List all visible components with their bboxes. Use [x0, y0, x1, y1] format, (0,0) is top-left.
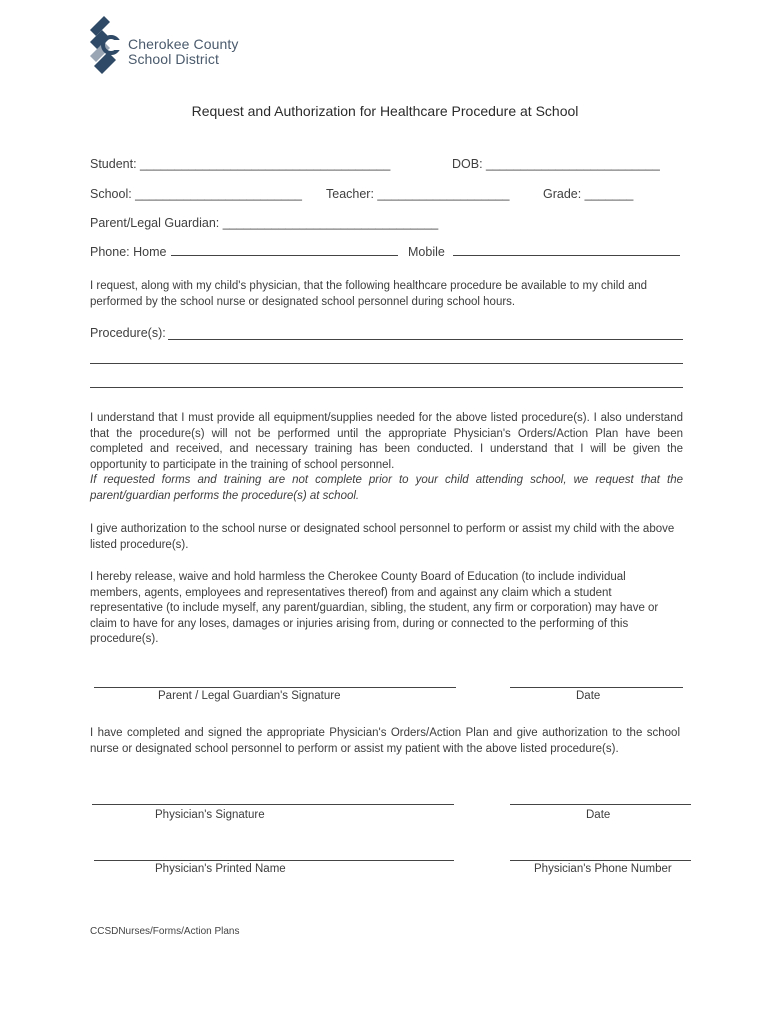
procedures-input-line-2[interactable]	[90, 363, 683, 364]
dob-field[interactable]: DOB: _________________________	[452, 157, 660, 171]
physician-signature-label: Physician's Signature	[155, 809, 265, 821]
italic-note: If requested forms and training are not complete prior to your child attending school, we request that the parent/guardian performs the procedure(s) at school.	[90, 474, 683, 502]
physician-paragraph: I have completed and signed the appropriate Physician's Orders/Action Plan and give authorization to the school nurse or designated school personnel to perform or assist my patient with the above listed procedure(s).	[90, 727, 680, 755]
procedures-input-line-1[interactable]	[168, 339, 683, 340]
phone-mobile-label: Mobile	[408, 245, 445, 259]
physician-printed-name-line[interactable]	[94, 860, 454, 861]
guardian-date-line[interactable]	[510, 687, 683, 688]
district-logo	[88, 16, 248, 76]
grade-field[interactable]: Grade: _______	[543, 187, 634, 201]
physician-printed-name-label: Physician's Printed Name	[155, 863, 286, 875]
phone-home-input[interactable]	[171, 255, 398, 256]
guardian-signature-line[interactable]	[94, 687, 456, 688]
logo-org-line1: Cherokee County	[128, 36, 239, 52]
phone-home-label: Phone: Home	[90, 245, 167, 259]
physician-date-label: Date	[586, 809, 611, 821]
guardian-signature-label: Parent / Legal Guardian's Signature	[158, 690, 341, 702]
logo-org-line2: School District	[128, 51, 219, 67]
procedures-label: Procedure(s):	[90, 326, 166, 340]
physician-signature-line[interactable]	[92, 804, 454, 805]
phone-mobile-input[interactable]	[453, 255, 680, 256]
authorization-paragraph: I give authorization to the school nurse or designated school personnel to perform or assist my child with the above listed procedure(s).	[90, 523, 675, 551]
teacher-field[interactable]: Teacher: ___________________	[326, 187, 510, 201]
student-field[interactable]: Student: ____________________________________	[90, 157, 391, 171]
guardian-date-label: Date	[576, 690, 601, 702]
page-title: Request and Authorization for Healthcare Procedure at School	[191, 103, 579, 119]
footer-path: CCSDNurses/Forms/Action Plans	[90, 926, 240, 937]
physician-date-line[interactable]	[510, 804, 691, 805]
procedures-input-line-3[interactable]	[90, 387, 683, 388]
guardian-field[interactable]: Parent/Legal Guardian: _______________________________	[90, 216, 439, 230]
school-field[interactable]: School: ________________________	[90, 187, 303, 201]
physician-phone-line[interactable]	[510, 860, 691, 861]
physician-phone-label: Physician's Phone Number	[534, 863, 672, 875]
request-paragraph: I request, along with my child's physician, that the following healthcare procedure be available to my child and performed by the school nurse or designated school personnel during school hours.	[90, 280, 648, 308]
district-logo-mark	[88, 16, 128, 76]
understand-paragraph: I understand that I must provide all equipment/supplies needed for the above listed procedure(s). I also understand that the procedure(s) will not be performed until the appropriate Physician's Orders/Action Plan have been completed and received, and necessary training has been conducted. I understand that I will be given the opportunity to participate in the training of school personnel.	[90, 412, 683, 471]
release-paragraph: I hereby release, waive and hold harmless the Cherokee County Board of Education (to include individual members, agents, employees and representatives thereof) from and against any claim which a student representative (to include myself, any parent/guardian, sibling, the student, any firm or corporation) may have or claim to have for any loses, damages or injuries arising from, during or connected to the performing of this procedure(s).	[90, 571, 659, 645]
